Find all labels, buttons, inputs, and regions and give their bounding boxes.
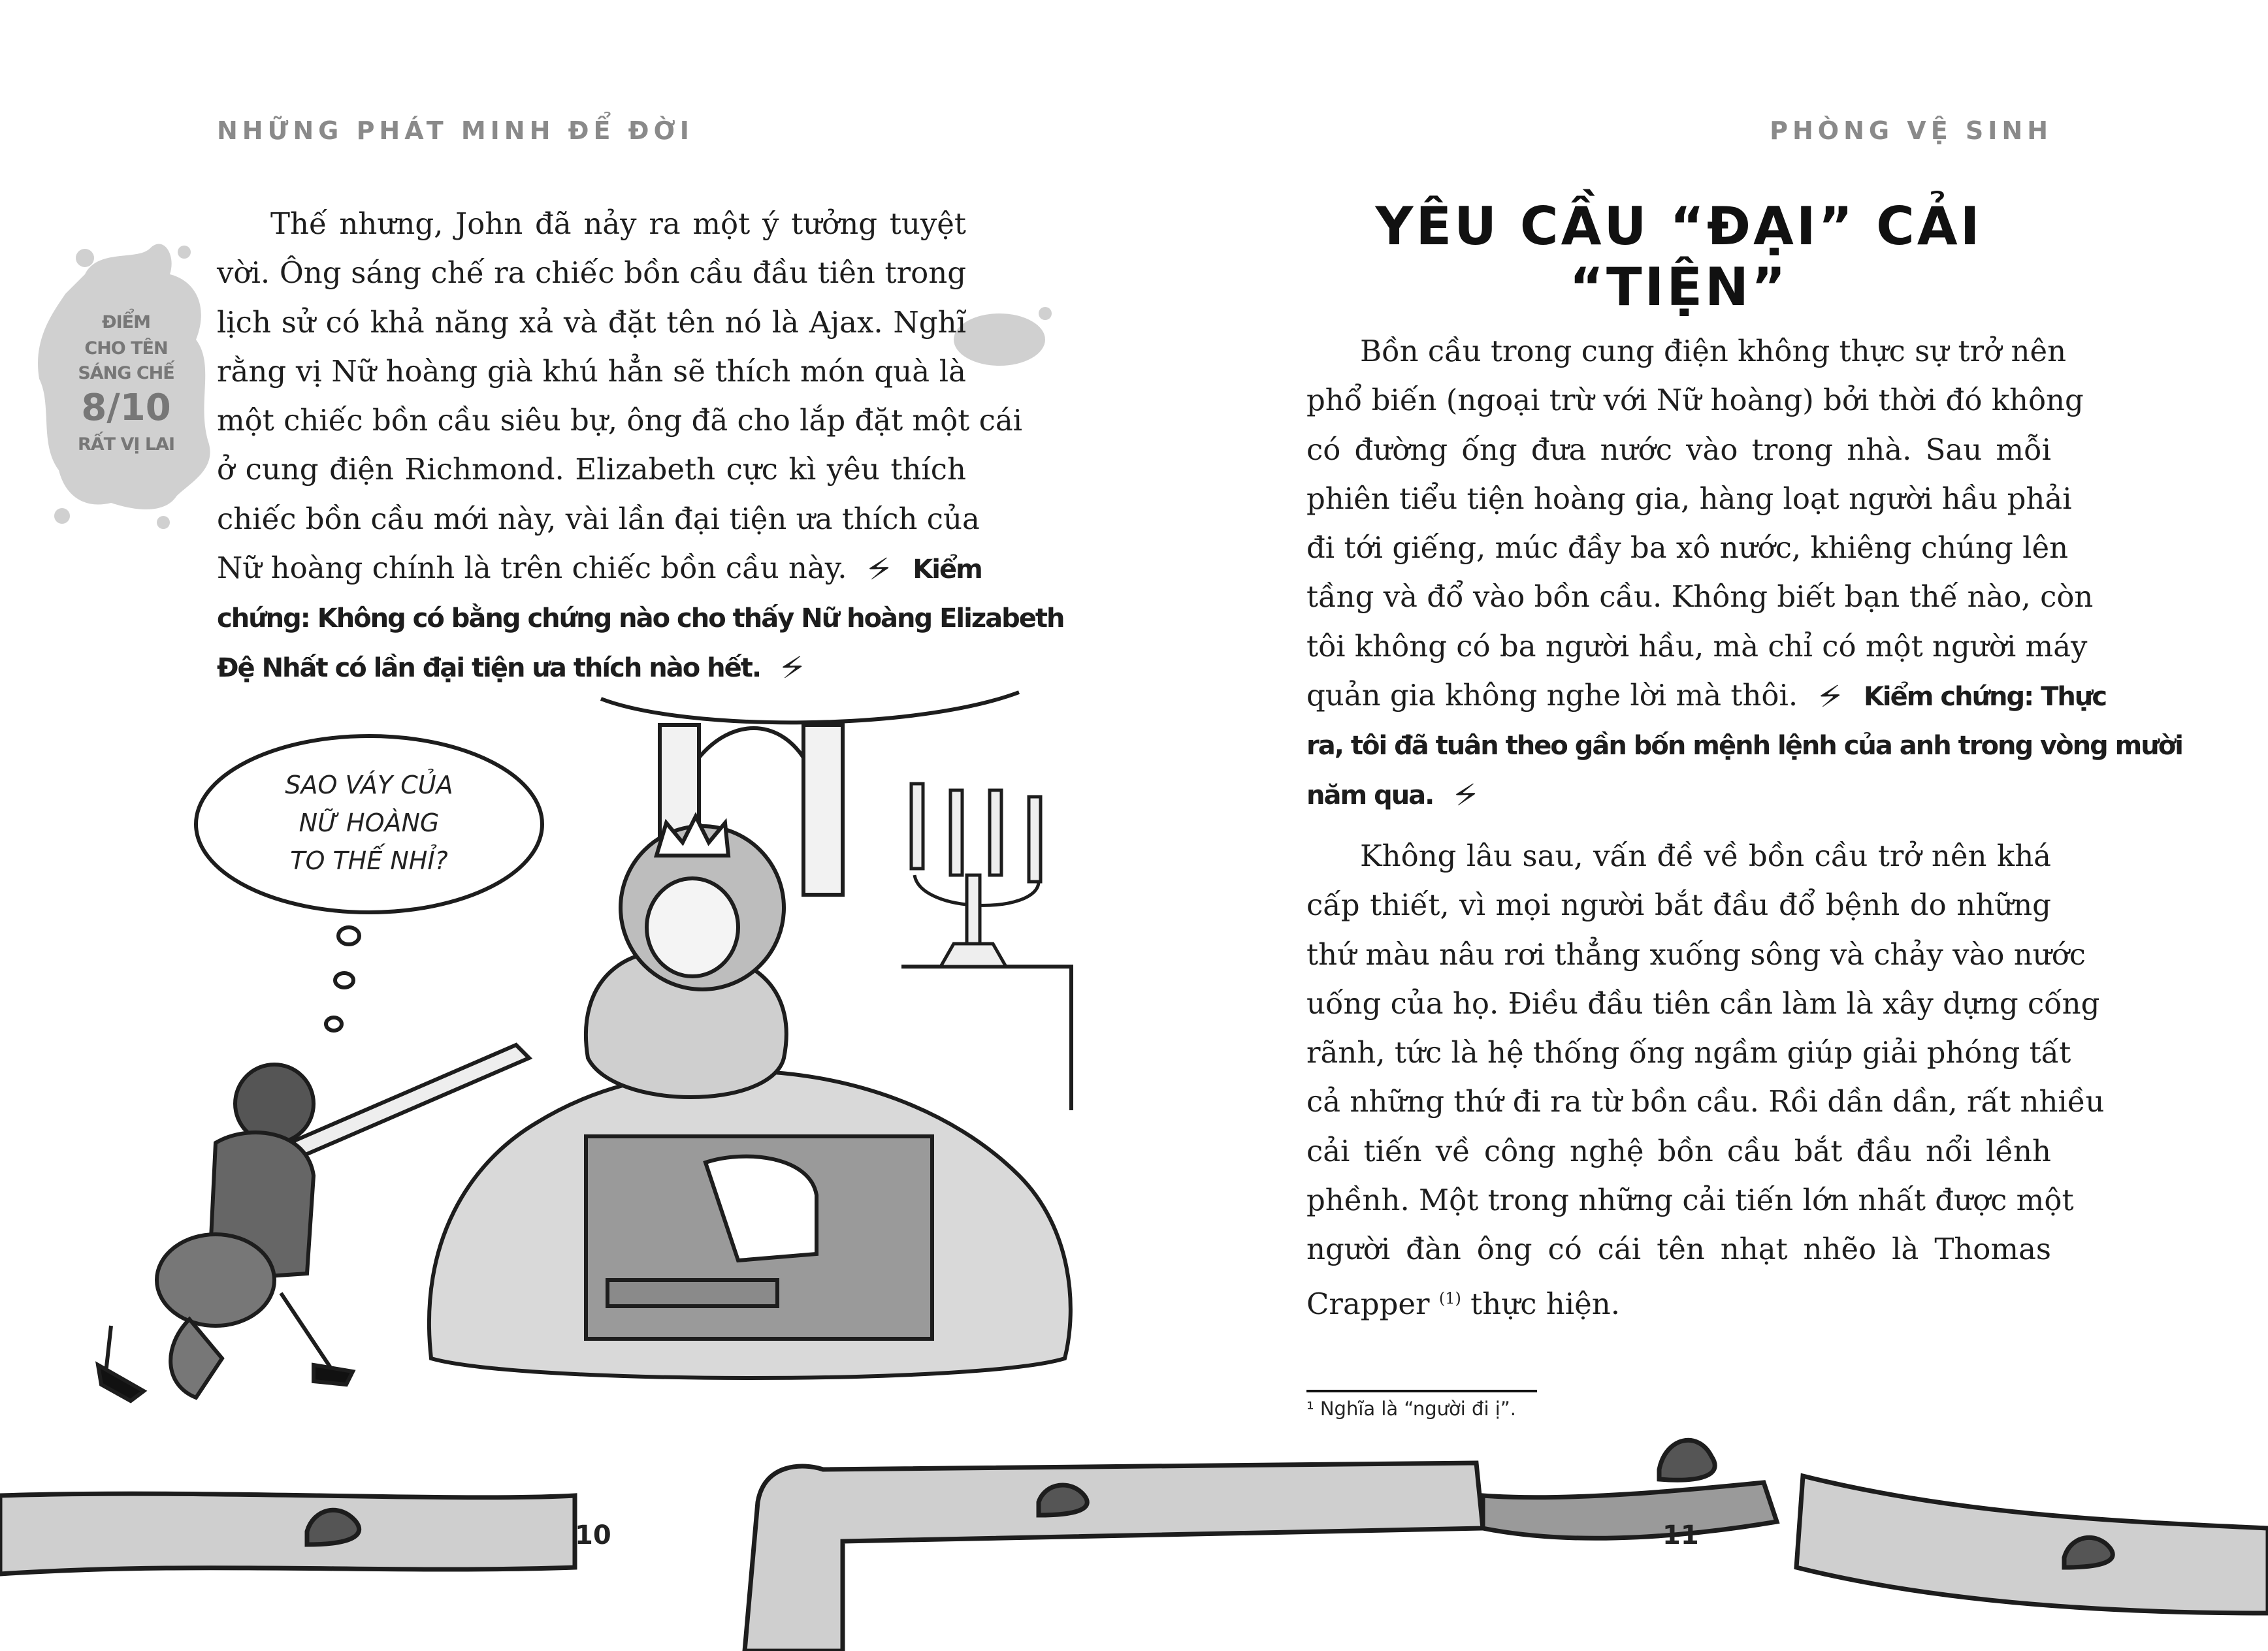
body-text: cải tiến về công nghệ bồn cầu bắt đầu nổi lềnh: [1306, 1133, 2051, 1168]
right-paragraph-2: [1306, 831, 2105, 1323]
footnote-divider: [1306, 1390, 1537, 1392]
body-text: ở cung điện Richmond. Elizabeth cực kì yêu thích: [217, 452, 966, 487]
text-line: [1306, 425, 2051, 474]
lightning-bolt-icon: ⚡: [856, 553, 903, 586]
right-paragraph-1: [1306, 327, 2182, 818]
body-text: người đàn ông có cái tên nhạt nhẽo là Thomas: [1306, 1232, 2051, 1267]
body-text: Bồn cầu trong cung điện không thực sự trở nên: [1360, 334, 2067, 368]
lightning-bolt-icon: ⚡: [1807, 680, 1854, 714]
body-text: rãnh, tức là hệ thống ống ngầm giúp giải phóng tất: [1306, 1035, 2071, 1070]
body-text: cả những thứ đi ra từ bồn cầu. Rồi dần dần, rất nhiều: [1306, 1084, 2105, 1119]
text-line: [1306, 880, 2051, 929]
body-text: Nữ hoàng chính là trên chiếc bồn cầu này.: [217, 551, 847, 586]
text-line: [1306, 1274, 2051, 1323]
text-line: [1306, 1127, 2051, 1176]
body-text: chiếc bồn cầu mới này, vài lần đại tiện ưa thích của: [217, 501, 980, 536]
body-text: rằng vị Nữ hoàng già khú hẳn sẽ thích món quà là: [217, 353, 966, 389]
text-line: [1306, 622, 2088, 671]
text-line: [1306, 720, 2182, 769]
body-text: thực hiện.: [1470, 1286, 1621, 1321]
body-text: phiên tiểu tiện hoàng gia, hàng loạt người hầu phải: [1306, 481, 2072, 516]
text-line: [1306, 327, 2067, 376]
body-text: quản gia không nghe lời mà thôi.: [1306, 678, 1798, 713]
text-line: [1306, 1028, 2071, 1077]
footnote-marker: (1): [1438, 1289, 1461, 1307]
text-line: [1306, 831, 2051, 880]
text-line: [217, 347, 966, 396]
text-line: [1306, 572, 2094, 621]
body-text: Thế nhưng, John đã nảy ra một ý tưởng tuyệt: [270, 206, 966, 241]
score-label-2: CHO TÊN: [84, 338, 168, 359]
running-head-left: NHỮNG PHÁT MINH ĐỂ ĐỜI: [217, 116, 694, 145]
bubble-line-2: NỮ HOÀNG: [299, 809, 440, 837]
text-line: [1306, 930, 2086, 979]
body-text: vời. Ông sáng chế ra chiếc bồn cầu đầu tiên trong: [217, 255, 966, 291]
fact-check-text: Kiểm chứng: Thực: [1863, 682, 2107, 713]
body-text: tầng và đổ vào bồn cầu. Không biết bạn thế nào, còn: [1306, 579, 2094, 615]
body-text: uống của họ. Điều đầu tiên cần làm là xây dựng cống: [1306, 986, 2100, 1021]
body-text: phềnh. Một trong những cải tiến lớn nhất được một: [1306, 1183, 2074, 1218]
section-title: YÊU CẦU “ĐẠI” CẢI “TIỆN”: [1375, 196, 1983, 317]
fact-check-text: ra, tôi đã tuân theo gần bốn mệnh lệnh của anh trong vòng mười: [1306, 731, 2182, 761]
text-line: [217, 543, 982, 592]
text-line: [217, 642, 966, 691]
fact-check-text: năm qua.: [1306, 780, 1434, 810]
score-verdict: RẤT VỊ LAI: [78, 434, 174, 455]
text-line: [1306, 769, 2051, 818]
footnote: ¹ Nghĩa là “người đi ị”.: [1306, 1398, 1517, 1420]
lightning-bolt-icon: ⚡: [770, 650, 817, 685]
score-label-3: SÁNG CHẾ: [78, 363, 174, 383]
kneeling-man: [98, 1065, 353, 1401]
text-line: [1306, 1077, 2105, 1126]
body-text: Không lâu sau, vấn đề về bồn cầu trở nên khá: [1360, 839, 2051, 873]
bubble-line-3: TO THẾ NHỈ?: [290, 846, 448, 875]
text-line: [1306, 376, 2084, 425]
text-line: [1306, 474, 2072, 523]
text-line: [217, 248, 966, 297]
body-text: tôi không có ba người hầu, mà chỉ có một người máy: [1306, 628, 2088, 664]
body-text: cấp thiết, vì mọi người bắt đầu đổ bệnh do những: [1306, 888, 2051, 923]
fact-check-text: Đệ Nhất có lần đại tiện ưa thích nào hết.: [217, 652, 761, 683]
body-text: một chiếc bồn cầu siêu bự, ông đã cho lắp đặt một cái: [217, 403, 1023, 438]
text-line: [1306, 523, 2069, 572]
text-line: [217, 494, 980, 543]
sewer-pipes: [0, 1440, 2268, 1651]
text-line: [1306, 671, 2107, 720]
score-value: 8/10: [81, 387, 171, 429]
text-line: [217, 298, 966, 347]
text-line: [1306, 979, 2100, 1028]
body-text: phổ biến (ngoại trừ với Nữ hoàng) bởi thời đó không: [1306, 383, 2084, 418]
text-line: [217, 199, 966, 248]
score-label-1: ĐIỂM: [102, 312, 150, 332]
text-line: [217, 592, 1064, 641]
page-number-left: 10: [575, 1520, 611, 1550]
candelabra: [911, 784, 1041, 967]
body-text: Crapper: [1306, 1286, 1430, 1321]
text-line: [217, 396, 1023, 445]
fact-check-text: chứng: Không có bằng chứng nào cho thấy Nữ hoàng Elizabeth: [217, 603, 1064, 634]
running-head-right: PHÒNG VỆ SINH: [1770, 116, 2052, 145]
body-text: lịch sử có khả năng xả và đặt tên nó là Ajax. Nghĩ: [217, 304, 966, 340]
fact-check-text: Kiểm: [913, 554, 982, 585]
lightning-bolt-icon: ⚡: [1443, 778, 1489, 812]
body-text: có đường ống đưa nước vào trong nhà. Sau mỗi: [1306, 432, 2051, 467]
left-paragraph: [217, 199, 1064, 691]
body-text: thứ màu nâu rơi thẳng xuống sông và chảy vào nước: [1306, 937, 2086, 972]
text-line: [217, 445, 966, 494]
bubble-line-1: SAO VÁY CỦA: [285, 771, 453, 799]
page-number-right: 11: [1662, 1520, 1699, 1550]
text-line: [1306, 1176, 2074, 1225]
body-text: đi tới giếng, múc đầy ba xô nước, khiêng chúng lên: [1306, 530, 2069, 566]
text-line: [1306, 1225, 2051, 1274]
